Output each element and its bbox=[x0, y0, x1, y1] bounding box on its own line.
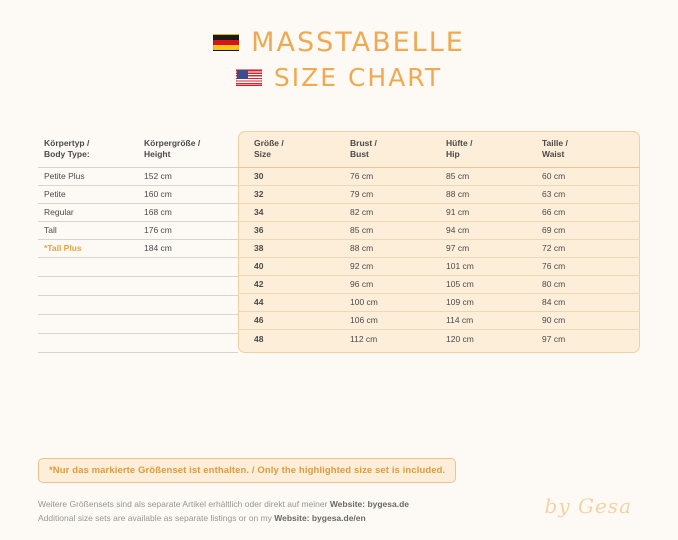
column-header-hip bbox=[440, 138, 536, 161]
footer-website-en: Website: bygesa.de/en bbox=[274, 513, 366, 524]
column-header-height-de: Körpergröße / bbox=[144, 138, 201, 148]
measurements-table bbox=[238, 131, 640, 353]
brand-signature: by Gesa bbox=[544, 494, 632, 518]
table-row bbox=[238, 186, 640, 204]
cell-bust: 85 cm bbox=[350, 225, 374, 236]
title-row-german bbox=[0, 28, 678, 58]
column-header-body-type bbox=[38, 138, 138, 161]
page-footer bbox=[38, 458, 640, 525]
table-row bbox=[238, 168, 640, 186]
column-header-hip-en: Hip bbox=[446, 149, 460, 160]
cell-size: 36 bbox=[254, 225, 264, 236]
cell-size: 44 bbox=[254, 297, 264, 308]
cell-waist: 97 cm bbox=[542, 333, 566, 344]
cell-hip: 94 cm bbox=[446, 225, 470, 236]
cell-waist: 90 cm bbox=[542, 315, 566, 326]
cell-size: 32 bbox=[254, 189, 264, 200]
cell-bust: 76 cm bbox=[350, 171, 374, 182]
column-header-bust bbox=[344, 138, 440, 161]
table-row-empty bbox=[38, 296, 238, 315]
cell-size: 42 bbox=[254, 279, 264, 290]
cell-hip: 97 cm bbox=[446, 243, 470, 254]
table-row-empty bbox=[38, 334, 238, 353]
cell-hip: 109 cm bbox=[446, 297, 474, 308]
cell-waist: 84 cm bbox=[542, 297, 566, 308]
table-row bbox=[238, 240, 640, 258]
cell-hip: 91 cm bbox=[446, 207, 470, 218]
column-header-size-de: Größe / bbox=[254, 138, 284, 148]
cell-waist: 72 cm bbox=[542, 243, 566, 254]
cell-height: 152 cm bbox=[144, 171, 172, 182]
cell-hip: 114 cm bbox=[446, 315, 474, 326]
cell-bust: 100 cm bbox=[350, 297, 378, 308]
cell-height: 168 cm bbox=[144, 207, 172, 218]
cell-bust: 92 cm bbox=[350, 261, 374, 272]
cell-hip: 85 cm bbox=[446, 171, 470, 182]
column-header-bust-en: Bust bbox=[350, 149, 369, 160]
column-header-height-en: Height bbox=[144, 149, 171, 160]
highlight-note: *Nur das markierte Größenset ist enthalten. / Only the highlighted size set is included. bbox=[38, 458, 456, 483]
cell-size: 30 bbox=[254, 171, 264, 182]
cell-hip: 105 cm bbox=[446, 279, 474, 290]
cell-body-type: Tall bbox=[44, 225, 57, 236]
measurements-table-header bbox=[238, 131, 640, 168]
cell-bust: 112 cm bbox=[350, 333, 378, 344]
column-header-hip-de: Hüfte / bbox=[446, 138, 473, 148]
body-type-table-header bbox=[38, 131, 238, 168]
table-row-empty bbox=[38, 277, 238, 296]
title-row-english bbox=[0, 64, 678, 92]
table-row-empty bbox=[38, 315, 238, 334]
cell-size: 38 bbox=[254, 243, 264, 254]
us-flag-icon bbox=[236, 69, 262, 86]
column-header-waist-en: Waist bbox=[542, 149, 565, 160]
table-row bbox=[38, 222, 238, 240]
column-header-size-en: Size bbox=[254, 149, 272, 160]
footer-line-english-text: Additional size sets are available as separate listings or on my bbox=[38, 513, 275, 524]
cell-size: 34 bbox=[254, 207, 264, 218]
cell-waist: 63 cm bbox=[542, 189, 566, 200]
cell-bust: 82 cm bbox=[350, 207, 374, 218]
table-row bbox=[38, 204, 238, 222]
cell-waist: 76 cm bbox=[542, 261, 566, 272]
cell-height: 184 cm bbox=[144, 243, 172, 254]
table-row bbox=[238, 294, 640, 312]
table-row bbox=[238, 258, 640, 276]
cell-waist: 66 cm bbox=[542, 207, 566, 218]
footer-line-german-text: Weitere Größensets sind als separate Artikel erhältlich oder direkt auf meiner bbox=[38, 499, 330, 509]
page-header bbox=[0, 0, 678, 91]
table-row bbox=[238, 222, 640, 240]
cell-body-type: Petite bbox=[44, 189, 66, 200]
cell-bust: 79 cm bbox=[350, 189, 374, 200]
column-header-waist bbox=[536, 138, 632, 161]
table-row-empty bbox=[38, 258, 238, 277]
table-row bbox=[238, 312, 640, 330]
column-header-height bbox=[138, 138, 238, 161]
cell-waist: 69 cm bbox=[542, 225, 566, 236]
cell-height: 160 cm bbox=[144, 189, 172, 200]
cell-bust: 88 cm bbox=[350, 243, 374, 254]
cell-bust: 96 cm bbox=[350, 279, 374, 290]
cell-height: 176 cm bbox=[144, 225, 172, 236]
column-header-body-type-en: Body Type: bbox=[44, 149, 90, 160]
column-header-size bbox=[248, 138, 344, 161]
table-row bbox=[38, 186, 238, 204]
cell-hip: 88 cm bbox=[446, 189, 470, 200]
table-row bbox=[238, 330, 640, 348]
page-title-english: SIZE CHART bbox=[273, 62, 443, 92]
column-header-bust-de: Brust / bbox=[350, 138, 377, 148]
page-title-german: MASSTABELLE bbox=[251, 27, 465, 58]
column-header-body-type-de: Körpertyp / bbox=[44, 138, 90, 148]
cell-size: 46 bbox=[254, 315, 264, 326]
cell-body-type: Regular bbox=[44, 207, 74, 218]
cell-size: 40 bbox=[254, 261, 264, 272]
table-row bbox=[238, 204, 640, 222]
cell-waist: 60 cm bbox=[542, 171, 566, 182]
cell-body-type: *Tall Plus bbox=[44, 243, 82, 254]
cell-size: 48 bbox=[254, 333, 264, 344]
footer-website-de: Website: bygesa.de bbox=[329, 499, 410, 509]
cell-hip: 101 cm bbox=[446, 261, 474, 272]
german-flag-icon bbox=[213, 34, 239, 51]
table-row-highlighted bbox=[38, 240, 238, 258]
size-tables bbox=[38, 131, 640, 353]
cell-waist: 80 cm bbox=[542, 279, 566, 290]
column-header-waist-de: Taille / bbox=[542, 138, 568, 148]
cell-hip: 120 cm bbox=[446, 333, 474, 344]
body-type-table bbox=[38, 131, 238, 353]
table-row bbox=[238, 276, 640, 294]
cell-bust: 106 cm bbox=[350, 315, 378, 326]
table-row bbox=[38, 168, 238, 186]
cell-body-type: Petite Plus bbox=[44, 171, 85, 182]
